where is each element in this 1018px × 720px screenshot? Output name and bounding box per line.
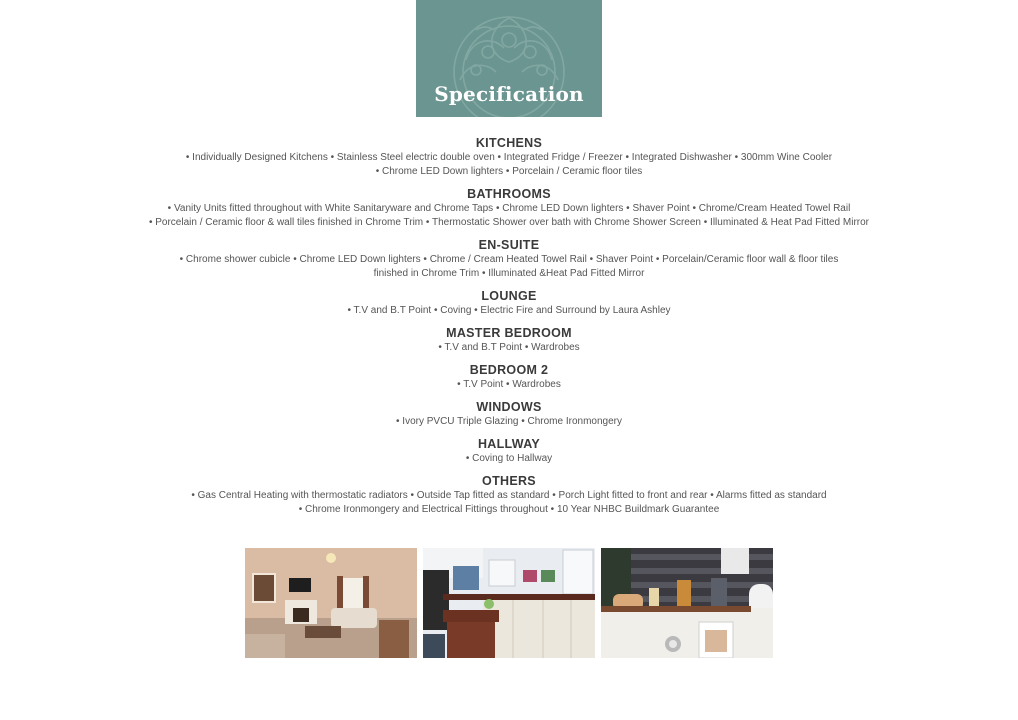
section-en-suite [60, 238, 958, 281]
section-line: • T.V Point • Wardrobes [457, 379, 561, 390]
section-line: • Gas Central Heating with thermostatic radiators • Outside Tap fitted as standard • Porch Light fitted to front and rear • Alarms fitted as standard [191, 490, 827, 501]
section-heading: BEDROOM 2 [469, 363, 549, 377]
section-heading: BATHROOMS [467, 187, 551, 201]
bathroom-photo [601, 548, 773, 658]
lounge-photo [245, 548, 417, 658]
page-title: Specification [434, 82, 584, 106]
section-line: • Chrome LED Down lighters • Porcelain / Ceramic floor tiles [375, 166, 643, 177]
section-hallway [60, 437, 958, 466]
section-line: • Coving to Hallway [465, 453, 553, 464]
section-heading: WINDOWS [476, 400, 542, 414]
section-line: • Ivory PVCU Triple Glazing • Chrome Ironmongery [396, 416, 622, 427]
specification-list [60, 136, 958, 525]
section-line: • Chrome shower cubicle • Chrome LED Down lighters • Chrome / Cream Heated Towel Rail • Shaver Point • Porcelain/Ceramic floor wall & floor tiles [179, 254, 839, 265]
section-line: finished in Chrome Trim • Illuminated &Heat Pad Fitted Mirror [373, 268, 645, 279]
section-bathrooms [60, 187, 958, 230]
section-others [60, 474, 958, 517]
section-heading: MASTER BEDROOM [446, 326, 572, 340]
section-heading: KITCHENS [475, 136, 543, 150]
section-bedroom-2 [60, 363, 958, 392]
section-heading: LOUNGE [481, 289, 537, 303]
section-heading: OTHERS [482, 474, 536, 488]
specification-banner [416, 0, 602, 117]
section-line: • Vanity Units fitted throughout with White Sanitaryware and Chrome Taps • Chrome LED Down lighters • Shaver Point • Chrome/Cream Heated Towel Rail [167, 203, 851, 214]
section-line: • Chrome Ironmongery and Electrical Fittings throughout • 10 Year NHBC Buildmark Guarantee [298, 504, 720, 515]
section-line: • T.V and B.T Point • Wardrobes [438, 342, 580, 353]
section-heading: HALLWAY [477, 437, 541, 451]
section-heading: EN-SUITE [478, 238, 540, 252]
section-line: • T.V and B.T Point • Coving • Electric Fire and Surround by Laura Ashley [347, 305, 671, 316]
section-kitchens [60, 136, 958, 179]
section-line: • Individually Designed Kitchens • Stainless Steel electric double oven • Integrated Fridge / Freezer • Integrated Dishwasher • 300mm Wine Cooler [185, 152, 833, 163]
section-line: • Porcelain / Ceramic floor & wall tiles finished in Chrome Trim • Thermostatic Shower over bath with Chrome Shower Screen • Illuminated & Heat Pad Fitted Mirror [148, 217, 870, 228]
section-master-bedroom [60, 326, 958, 355]
kitchen-photo [423, 548, 595, 658]
section-lounge [60, 289, 958, 318]
section-windows [60, 400, 958, 429]
